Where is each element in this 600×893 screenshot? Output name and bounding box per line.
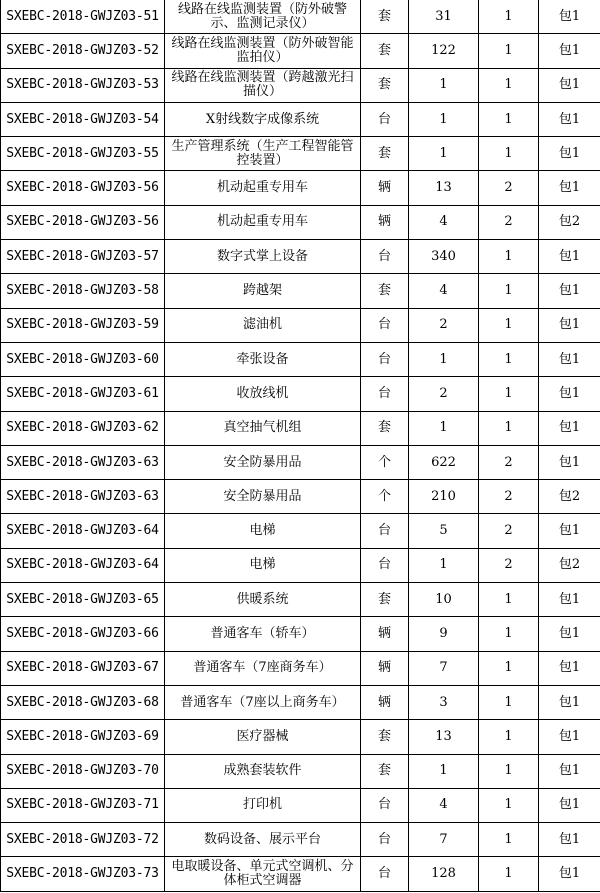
- count-cell: 1: [479, 617, 539, 651]
- unit-cell: 台: [361, 240, 409, 274]
- item-code-cell: SXEBC-2018-GWJZ03-56: [1, 171, 165, 205]
- count-cell: 1: [479, 308, 539, 342]
- item-code-cell: SXEBC-2018-GWJZ03-67: [1, 651, 165, 685]
- count-cell: 1: [479, 137, 539, 171]
- count-cell: 1: [479, 240, 539, 274]
- item-name-cell: 线路在线监测装置（跨越激光扫描仪）: [165, 68, 361, 102]
- unit-cell: 台: [361, 548, 409, 582]
- quantity-cell: 210: [409, 480, 479, 514]
- unit-cell: 台: [361, 514, 409, 548]
- table-row: [1, 445, 600, 479]
- count-cell: 1: [479, 68, 539, 102]
- package-cell: 包2: [539, 480, 600, 514]
- table-row: [1, 240, 600, 274]
- count-cell: 2: [479, 514, 539, 548]
- count-cell: 2: [479, 480, 539, 514]
- table-row: [1, 857, 600, 891]
- unit-cell: 辆: [361, 617, 409, 651]
- unit-cell: 套: [361, 274, 409, 308]
- package-cell: 包1: [539, 102, 600, 136]
- item-code-cell: SXEBC-2018-GWJZ03-60: [1, 342, 165, 376]
- table-row: [1, 617, 600, 651]
- quantity-cell: 128: [409, 857, 479, 891]
- package-cell: 包1: [539, 720, 600, 754]
- item-name-cell: 电取暖设备、单元式空调机、分体柜式空调器: [165, 857, 361, 891]
- unit-cell: 个: [361, 480, 409, 514]
- count-cell: 1: [479, 583, 539, 617]
- count-cell: 1: [479, 754, 539, 788]
- item-code-cell: SXEBC-2018-GWJZ03-70: [1, 754, 165, 788]
- item-code-cell: SXEBC-2018-GWJZ03-58: [1, 274, 165, 308]
- package-cell: 包1: [539, 857, 600, 891]
- quantity-cell: 7: [409, 823, 479, 857]
- item-code-cell: SXEBC-2018-GWJZ03-61: [1, 377, 165, 411]
- item-name-cell: 生产管理系统（生产工程智能管控装置）: [165, 137, 361, 171]
- count-cell: 1: [479, 274, 539, 308]
- unit-cell: 台: [361, 823, 409, 857]
- item-code-cell: SXEBC-2018-GWJZ03-69: [1, 720, 165, 754]
- table-row: [1, 0, 600, 34]
- table-row: [1, 205, 600, 239]
- quantity-cell: 31: [409, 0, 479, 34]
- quantity-cell: 2: [409, 308, 479, 342]
- package-cell: 包1: [539, 342, 600, 376]
- item-code-cell: SXEBC-2018-GWJZ03-52: [1, 34, 165, 68]
- unit-cell: 台: [361, 308, 409, 342]
- item-code-cell: SXEBC-2018-GWJZ03-55: [1, 137, 165, 171]
- item-name-cell: 安全防暴用品: [165, 445, 361, 479]
- quantity-cell: 7: [409, 651, 479, 685]
- package-cell: 包2: [539, 205, 600, 239]
- item-name-cell: 滤油机: [165, 308, 361, 342]
- package-cell: 包1: [539, 171, 600, 205]
- item-name-cell: 安全防暴用品: [165, 480, 361, 514]
- item-name-cell: 打印机: [165, 788, 361, 822]
- package-cell: 包1: [539, 445, 600, 479]
- count-cell: 1: [479, 342, 539, 376]
- table-body: [1, 0, 600, 891]
- table-row: [1, 651, 600, 685]
- count-cell: 1: [479, 685, 539, 719]
- item-name-cell: 收放线机: [165, 377, 361, 411]
- count-cell: 1: [479, 651, 539, 685]
- package-cell: 包1: [539, 0, 600, 34]
- quantity-cell: 1: [409, 754, 479, 788]
- count-cell: 1: [479, 720, 539, 754]
- table-row: [1, 102, 600, 136]
- package-cell: 包1: [539, 617, 600, 651]
- count-cell: 2: [479, 548, 539, 582]
- item-name-cell: 线路在线监测装置（防外破智能监拍仪）: [165, 34, 361, 68]
- package-cell: 包1: [539, 514, 600, 548]
- item-name-cell: 普通客车（轿车）: [165, 617, 361, 651]
- quantity-cell: 13: [409, 720, 479, 754]
- package-cell: 包1: [539, 308, 600, 342]
- package-cell: 包1: [539, 377, 600, 411]
- quantity-cell: 340: [409, 240, 479, 274]
- item-code-cell: SXEBC-2018-GWJZ03-71: [1, 788, 165, 822]
- quantity-cell: 9: [409, 617, 479, 651]
- package-cell: 包1: [539, 754, 600, 788]
- item-name-cell: 牵张设备: [165, 342, 361, 376]
- quantity-cell: 1: [409, 411, 479, 445]
- item-code-cell: SXEBC-2018-GWJZ03-64: [1, 514, 165, 548]
- quantity-cell: 622: [409, 445, 479, 479]
- count-cell: 1: [479, 34, 539, 68]
- unit-cell: 台: [361, 788, 409, 822]
- item-code-cell: SXEBC-2018-GWJZ03-65: [1, 583, 165, 617]
- item-code-cell: SXEBC-2018-GWJZ03-64: [1, 548, 165, 582]
- package-cell: 包1: [539, 788, 600, 822]
- item-code-cell: SXEBC-2018-GWJZ03-54: [1, 102, 165, 136]
- quantity-cell: 13: [409, 171, 479, 205]
- table-row: [1, 514, 600, 548]
- package-cell: 包1: [539, 651, 600, 685]
- table-row: [1, 823, 600, 857]
- count-cell: 1: [479, 823, 539, 857]
- unit-cell: 套: [361, 583, 409, 617]
- count-cell: 1: [479, 857, 539, 891]
- table-row: [1, 720, 600, 754]
- unit-cell: 辆: [361, 651, 409, 685]
- item-name-cell: 普通客车（7座商务车）: [165, 651, 361, 685]
- package-cell: 包2: [539, 548, 600, 582]
- item-code-cell: SXEBC-2018-GWJZ03-68: [1, 685, 165, 719]
- table-row: [1, 548, 600, 582]
- table-row: [1, 342, 600, 376]
- item-code-cell: SXEBC-2018-GWJZ03-62: [1, 411, 165, 445]
- package-cell: 包1: [539, 274, 600, 308]
- item-name-cell: 线路在线监测装置（防外破警示、监测记录仪）: [165, 0, 361, 34]
- item-name-cell: 数码设备、展示平台: [165, 823, 361, 857]
- package-cell: 包1: [539, 411, 600, 445]
- count-cell: 1: [479, 788, 539, 822]
- item-name-cell: X射线数字成像系统: [165, 102, 361, 136]
- package-cell: 包1: [539, 34, 600, 68]
- item-code-cell: SXEBC-2018-GWJZ03-51: [1, 0, 165, 34]
- unit-cell: 辆: [361, 205, 409, 239]
- table-row: [1, 685, 600, 719]
- quantity-cell: 10: [409, 583, 479, 617]
- table-row: [1, 137, 600, 171]
- table-row: [1, 171, 600, 205]
- count-cell: 1: [479, 411, 539, 445]
- quantity-cell: 4: [409, 274, 479, 308]
- quantity-cell: 1: [409, 137, 479, 171]
- count-cell: 2: [479, 205, 539, 239]
- quantity-cell: 1: [409, 102, 479, 136]
- item-code-cell: SXEBC-2018-GWJZ03-53: [1, 68, 165, 102]
- item-code-cell: SXEBC-2018-GWJZ03-66: [1, 617, 165, 651]
- package-cell: 包1: [539, 583, 600, 617]
- count-cell: 2: [479, 445, 539, 479]
- count-cell: 1: [479, 102, 539, 136]
- item-name-cell: 机动起重专用车: [165, 205, 361, 239]
- item-name-cell: 跨越架: [165, 274, 361, 308]
- item-code-cell: SXEBC-2018-GWJZ03-57: [1, 240, 165, 274]
- unit-cell: 台: [361, 857, 409, 891]
- package-cell: 包1: [539, 685, 600, 719]
- count-cell: 1: [479, 0, 539, 34]
- item-name-cell: 医疗器械: [165, 720, 361, 754]
- quantity-cell: 3: [409, 685, 479, 719]
- table-row: [1, 583, 600, 617]
- unit-cell: 套: [361, 754, 409, 788]
- item-code-cell: SXEBC-2018-GWJZ03-72: [1, 823, 165, 857]
- item-code-cell: SXEBC-2018-GWJZ03-59: [1, 308, 165, 342]
- quantity-cell: 2: [409, 377, 479, 411]
- item-name-cell: 机动起重专用车: [165, 171, 361, 205]
- item-code-cell: SXEBC-2018-GWJZ03-56: [1, 205, 165, 239]
- unit-cell: 套: [361, 411, 409, 445]
- quantity-cell: 1: [409, 68, 479, 102]
- quantity-cell: 4: [409, 788, 479, 822]
- item-code-cell: SXEBC-2018-GWJZ03-63: [1, 480, 165, 514]
- unit-cell: 个: [361, 445, 409, 479]
- unit-cell: 辆: [361, 685, 409, 719]
- table-row: [1, 377, 600, 411]
- item-code-cell: SXEBC-2018-GWJZ03-63: [1, 445, 165, 479]
- package-cell: 包1: [539, 240, 600, 274]
- unit-cell: 台: [361, 102, 409, 136]
- unit-cell: 台: [361, 342, 409, 376]
- item-name-cell: 数字式掌上设备: [165, 240, 361, 274]
- quantity-cell: 4: [409, 205, 479, 239]
- unit-cell: 台: [361, 377, 409, 411]
- item-name-cell: 供暖系统: [165, 583, 361, 617]
- unit-cell: 套: [361, 0, 409, 34]
- item-name-cell: 成熟套装软件: [165, 754, 361, 788]
- item-code-cell: SXEBC-2018-GWJZ03-73: [1, 857, 165, 891]
- count-cell: 2: [479, 171, 539, 205]
- unit-cell: 套: [361, 68, 409, 102]
- table-row: [1, 411, 600, 445]
- package-cell: 包1: [539, 137, 600, 171]
- table-row: [1, 68, 600, 102]
- count-cell: 1: [479, 377, 539, 411]
- table-row: [1, 788, 600, 822]
- unit-cell: 辆: [361, 171, 409, 205]
- quantity-cell: 122: [409, 34, 479, 68]
- item-name-cell: 电梯: [165, 548, 361, 582]
- table-row: [1, 480, 600, 514]
- table-row: [1, 308, 600, 342]
- package-cell: 包1: [539, 68, 600, 102]
- table-row: [1, 274, 600, 308]
- item-name-cell: 电梯: [165, 514, 361, 548]
- quantity-cell: 1: [409, 548, 479, 582]
- quantity-cell: 5: [409, 514, 479, 548]
- unit-cell: 套: [361, 137, 409, 171]
- table-row: [1, 34, 600, 68]
- package-cell: 包1: [539, 823, 600, 857]
- unit-cell: 套: [361, 720, 409, 754]
- quantity-cell: 1: [409, 342, 479, 376]
- item-name-cell: 普通客车（7座以上商务车）: [165, 685, 361, 719]
- item-name-cell: 真空抽气机组: [165, 411, 361, 445]
- unit-cell: 套: [361, 34, 409, 68]
- table-row: [1, 754, 600, 788]
